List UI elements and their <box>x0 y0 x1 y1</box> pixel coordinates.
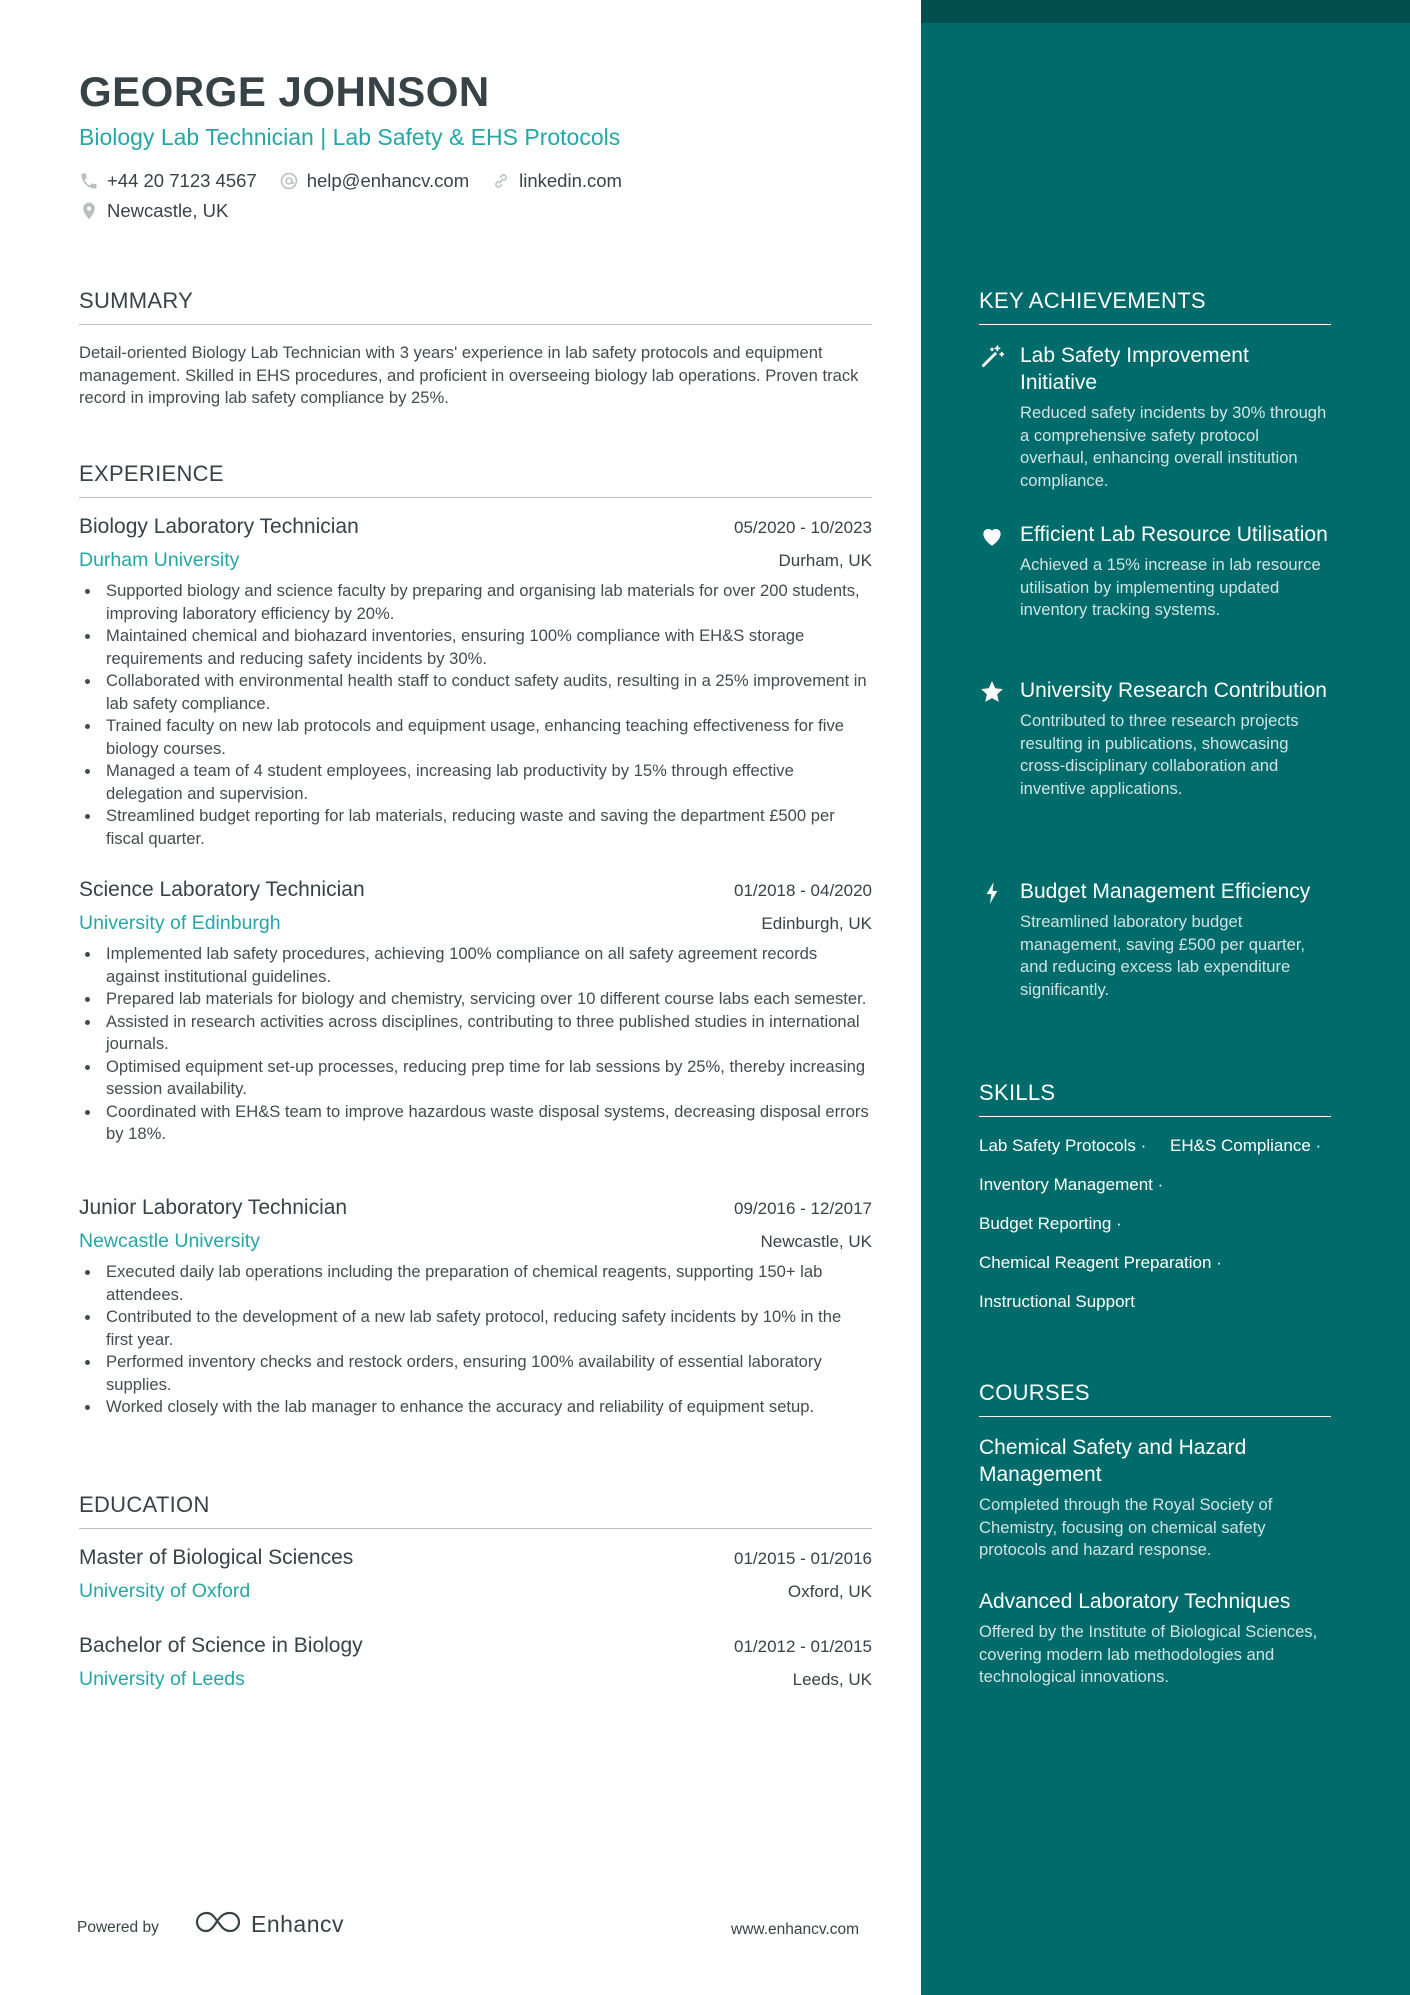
candidate-headline: Biology Lab Technician | Lab Safety & EHS Protocols <box>79 124 621 150</box>
infinity-logo-icon <box>195 1909 241 1940</box>
phone-icon <box>79 171 99 191</box>
achievement-description: Streamlined laboratory budget management, saving £500 per quarter, and reducing excess lab expenditure significantly. <box>1020 912 1306 999</box>
phone-text: +44 20 7123 4567 <box>107 170 257 191</box>
education-entry <box>79 1546 872 1603</box>
degree-title: Bachelor of Science in Biology <box>79 1634 363 1657</box>
contact-row <box>79 170 644 192</box>
job-organization: Durham University <box>79 549 240 571</box>
linkedin-text[interactable]: linkedin.com <box>519 170 622 191</box>
experience-entry <box>79 878 872 1146</box>
bullet-item: Coordinated with EH&S team to improve hazardous waste disposal systems, decreasing disposal errors by 18%. <box>79 1101 872 1146</box>
map-pin-icon <box>79 201 99 221</box>
location-text: Newcastle, UK <box>107 200 229 221</box>
bullet-item: Executed daily lab operations including the preparation of chemical reagents, supporting 150+ lab attendees. <box>79 1261 872 1306</box>
skill-tag: Lab Safety Protocols · <box>979 1136 1147 1155</box>
experience-entry <box>79 515 872 850</box>
email-text[interactable]: help@enhancv.com <box>306 170 470 191</box>
contact-email[interactable] <box>279 170 469 192</box>
job-organization: Newcastle University <box>79 1230 260 1252</box>
degree-title: Master of Biological Sciences <box>79 1546 354 1569</box>
bullet-item: Prepared lab materials for biology and chemistry, servicing over 10 different course labs each semester. <box>79 988 872 1011</box>
job-bullets <box>79 580 872 850</box>
skill-tag: Chemical Reagent Preparation · <box>979 1253 1222 1272</box>
bullet-item: Trained faculty on new lab protocols and equipment usage, enhancing teaching effectiveness for five biology courses. <box>79 715 872 760</box>
job-bullets <box>79 943 872 1146</box>
job-dates: 09/2016 - 12/2017 <box>733 1199 872 1218</box>
bullet-item: Worked closely with the lab manager to enhance the accuracy and reliability of equipment setup. <box>79 1396 872 1419</box>
job-title: Science Laboratory Technician <box>79 878 365 901</box>
achievement-title: Budget Management Efficiency <box>1020 880 1311 903</box>
achievement-item <box>979 878 1331 1001</box>
job-bullets <box>79 1261 872 1419</box>
brand-name: Enhancv <box>251 1911 345 1937</box>
course-item <box>979 1434 1331 1562</box>
summary-text: Detail-oriented Biology Lab Technician with 3 years' experience in lab safety protocols and equipment management. Skilled in EHS procedures, and proficient in overseeing biology lab operations. Proven track record in improving lab safety compliance by 25%. <box>79 343 859 407</box>
achievement-item <box>979 342 1331 492</box>
achievement-title: Efficient Lab Resource Utilisation <box>1020 523 1328 546</box>
job-location: Durham, UK <box>778 551 872 570</box>
school-name: University of Leeds <box>79 1668 245 1690</box>
achievement-description: Contributed to three research projects resulting in publications, showcasing cross-disciplinary collaboration and inventive applications. <box>1020 711 1299 798</box>
job-dates: 05/2020 - 10/2023 <box>733 518 872 537</box>
bullet-item: Streamlined budget reporting for lab materials, reducing waste and saving the department £500 per fiscal quarter. <box>79 805 872 850</box>
job-title: Biology Laboratory Technician <box>79 515 359 538</box>
bullet-item: Assisted in research activities across disciplines, contributing to three published studies in international journals. <box>79 1011 872 1056</box>
skill-tag: Instructional Support <box>979 1292 1135 1311</box>
school-name: University of Oxford <box>79 1580 251 1602</box>
footer-url[interactable]: www.enhancv.com <box>731 1921 860 1938</box>
job-dates: 01/2018 - 04/2020 <box>733 881 872 900</box>
bullet-item: Optimised equipment set-up processes, reducing prep time for lab sessions by 25%, thereby increasing session availability. <box>79 1056 872 1101</box>
bullet-item: Managed a team of 4 student employees, increasing lab productivity by 15% through effective delegation and supervision. <box>79 760 872 805</box>
education-dates: 01/2012 - 01/2015 <box>733 1637 872 1656</box>
bullet-item: Maintained chemical and biohazard inventories, ensuring 100% compliance with EH&S storage requirements and reducing safety incidents by 30%. <box>79 625 872 670</box>
achievement-item <box>979 521 1331 622</box>
contact-phone <box>79 170 257 192</box>
candidate-name: GEORGE JOHNSON <box>79 68 490 115</box>
job-organization: University of Edinburgh <box>79 912 281 934</box>
experience-heading: EXPERIENCE <box>79 461 872 498</box>
at-sign-icon <box>279 171 299 191</box>
achievements-heading: KEY ACHIEVEMENTS <box>979 288 1331 325</box>
achievement-description: Reduced safety incidents by 30% through a comprehensive safety protocol overhaul, enhancing overall institution compliance. <box>1020 403 1327 490</box>
experience-entry <box>79 1196 872 1419</box>
contact-location <box>79 200 228 222</box>
magic-wand-icon <box>979 344 1005 370</box>
school-location: Oxford, UK <box>787 1582 872 1601</box>
bullet-item: Performed inventory checks and restock orders, ensuring 100% availability of essential laboratory supplies. <box>79 1351 872 1396</box>
skill-tag: Budget Reporting · <box>979 1214 1122 1233</box>
bullet-item: Contributed to the development of a new lab safety protocol, reducing safety incidents by 10% in the first year. <box>79 1306 872 1351</box>
enhancv-logo[interactable] <box>195 1909 344 1940</box>
job-title: Junior Laboratory Technician <box>79 1196 348 1219</box>
course-description: Completed through the Royal Society of Chemistry, focusing on chemical safety protocols and hazard response. <box>979 1495 1273 1559</box>
skill-tag: Inventory Management · <box>979 1175 1164 1194</box>
powered-by-label: Powered by <box>77 1919 159 1936</box>
education-dates: 01/2015 - 01/2016 <box>733 1549 872 1568</box>
achievement-title: University Research Contribution <box>1020 679 1327 702</box>
course-item <box>979 1588 1331 1689</box>
bullet-item: Implemented lab safety procedures, achieving 100% compliance on all safety agreement records against institutional guidelines. <box>79 943 872 988</box>
job-location: Newcastle, UK <box>760 1232 872 1251</box>
contact-linkedin[interactable] <box>491 170 622 192</box>
course-description: Offered by the Institute of Biological Sciences, covering modern lab methodologies and technological innovations. <box>979 1622 1318 1686</box>
education-entry <box>79 1634 872 1691</box>
courses-heading: COURSES <box>979 1380 1331 1417</box>
course-title: Advanced Laboratory Techniques <box>979 1590 1291 1613</box>
achievement-title: Lab Safety Improvement Initiative <box>1020 344 1249 394</box>
star-icon <box>979 679 1005 705</box>
job-location: Edinburgh, UK <box>761 914 872 933</box>
lightning-bolt-icon <box>979 880 1005 906</box>
heart-icon <box>979 523 1005 549</box>
bullet-item: Supported biology and science faculty by preparing and organising lab materials for over 200 students, improving laboratory efficiency by 20%. <box>79 580 872 625</box>
achievement-item <box>979 677 1331 800</box>
school-location: Leeds, UK <box>792 1670 872 1689</box>
course-title: Chemical Safety and Hazard Management <box>979 1436 1247 1486</box>
summary-heading: SUMMARY <box>79 288 872 325</box>
sidebar-top-bar <box>921 0 1410 23</box>
achievement-description: Achieved a 15% increase in lab resource utilisation by implementing updated inventory tracking systems. <box>1020 555 1321 619</box>
bullet-item: Collaborated with environmental health staff to conduct safety audits, resulting in a 25% improvement in lab safety compliance. <box>79 670 872 715</box>
link-icon <box>491 171 511 191</box>
contact-row-location <box>79 200 250 222</box>
skill-tag: EH&S Compliance · <box>1170 1136 1322 1155</box>
skills-heading: SKILLS <box>979 1080 1331 1117</box>
education-heading: EDUCATION <box>79 1492 872 1529</box>
